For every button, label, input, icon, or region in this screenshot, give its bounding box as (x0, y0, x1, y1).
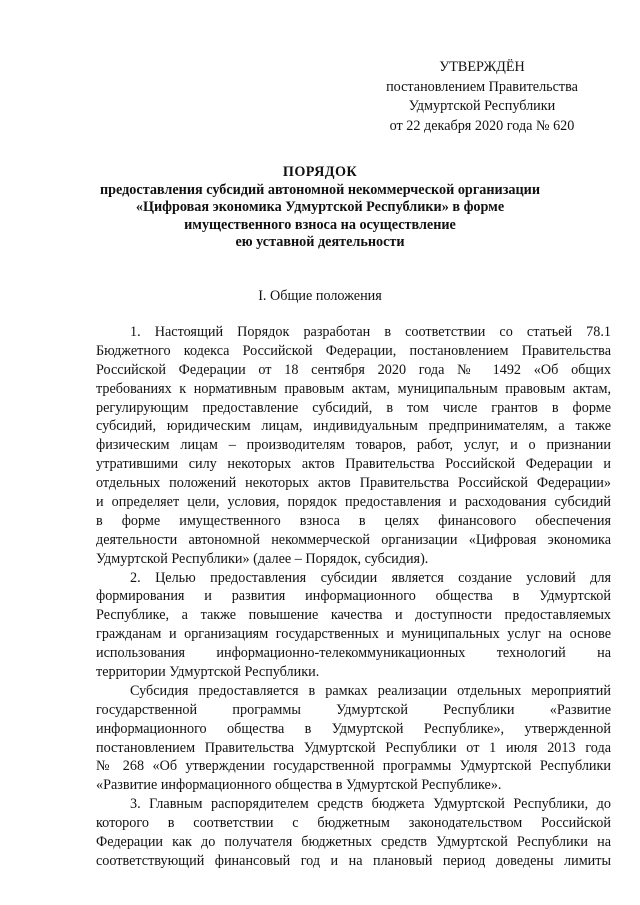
text-line: регулирующим предоставление субсидий, в том числе грантов в форме (96, 399, 611, 416)
text-line: Федерации как до получателя бюджетных средств Удмуртской Республики на (96, 834, 611, 851)
approval-date-line: от 22 декабря 2020 года № 620 (389, 117, 575, 134)
paragraph-2 (96, 569, 611, 682)
title-line: «Цифровая экономика Удмуртской Республики» в форме (135, 199, 505, 216)
approval-stamp (373, 58, 591, 136)
title-main: ПОРЯДОК (282, 164, 358, 180)
text-line: субсидий, юридическим лицам, индивидуальным предпринимателям, а также (96, 418, 611, 435)
text-line: и определяет цели, условия, порядок предоставления и расходования субсидий (96, 494, 611, 511)
text-line: «Развитие информационного общества в Удмуртской Республике». (96, 777, 502, 794)
text-line: 1. Настоящий Порядок разработан в соответствии со статьей 78.1 (130, 324, 611, 340)
text-line: информационного общества в Удмуртской Республике», утвержденной (96, 720, 611, 737)
text-line: территории Удмуртской Республики. (96, 664, 320, 681)
title-line: имущественного взноса на осуществление (184, 216, 456, 233)
text-line: отдельных положений некоторых актов Правительства Российской Федерации» (96, 475, 611, 492)
text-line: физическим лицам – производителям товаров, работ, услуг, и о признании (96, 437, 611, 454)
text-line: № 268 «Об утверждении государственной программы Удмуртской Республики (96, 758, 611, 775)
text-line: государственной программы Удмуртской Республики «Развитие (96, 701, 611, 718)
text-line: постановлением Правительства Удмуртской Республики от 1 июля 2013 года (96, 739, 611, 756)
body-text (96, 323, 611, 871)
text-line: которого в соответствии с бюджетным законодательством Российской (96, 815, 611, 832)
text-line: использования информационно-телекоммуникационных технологий на (96, 645, 611, 662)
approval-line: постановлением Правительства (386, 78, 578, 95)
text-line: в форме имущественного взноса в целях финансового обеспечения (96, 512, 611, 529)
text-line: Российской Федерации от 18 сентября 2020 года № 1492 «Об общих (96, 361, 611, 378)
paragraph-3 (96, 682, 611, 795)
paragraph-1 (96, 323, 611, 569)
text-line: утратившими силу некоторых актов Правительства Российской Федерации и (96, 456, 611, 473)
text-line: Бюджетного кодекса Российской Федерации, постановлением Правительства (96, 342, 611, 359)
text-line: 3. Главным распорядителем средств бюджета Удмуртской Республики, до (130, 796, 611, 813)
approval-heading: УТВЕРЖДЁН (439, 59, 525, 75)
document-title (96, 164, 544, 252)
text-line: 2. Целью предоставления субсидии является создание условий для (130, 569, 611, 586)
paragraph-4 (96, 795, 611, 871)
text-line: гражданам и организациям государственных и муниципальных услуг на основе (96, 626, 611, 643)
text-line: деятельности автономной некоммерческой организации «Цифровая экономика (96, 531, 611, 548)
text-line: соответствующий финансовый год и на плановый период доведены лимиты (96, 852, 611, 869)
text-line: формирования и развития информационного общества в Удмуртской (96, 588, 611, 605)
text-line: Удмуртской Республики» (далее – Порядок, субсидия). (96, 550, 429, 567)
title-line: предоставления субсидий автономной некоммерческой организации (99, 181, 541, 198)
text-line: Субсидия предоставляется в рамках реализации отдельных мероприятий (130, 682, 611, 699)
title-line: ею уставной деятельности (235, 234, 405, 251)
text-line: требованиях к нормативным правовым актам, муниципальным правовым актам, (96, 380, 611, 397)
text-line: Республике, а также повышение качества и доступности предоставляемых (96, 607, 611, 624)
section-heading: I. Общие положения (258, 288, 382, 304)
approval-line: Удмуртской Республики (408, 98, 556, 115)
